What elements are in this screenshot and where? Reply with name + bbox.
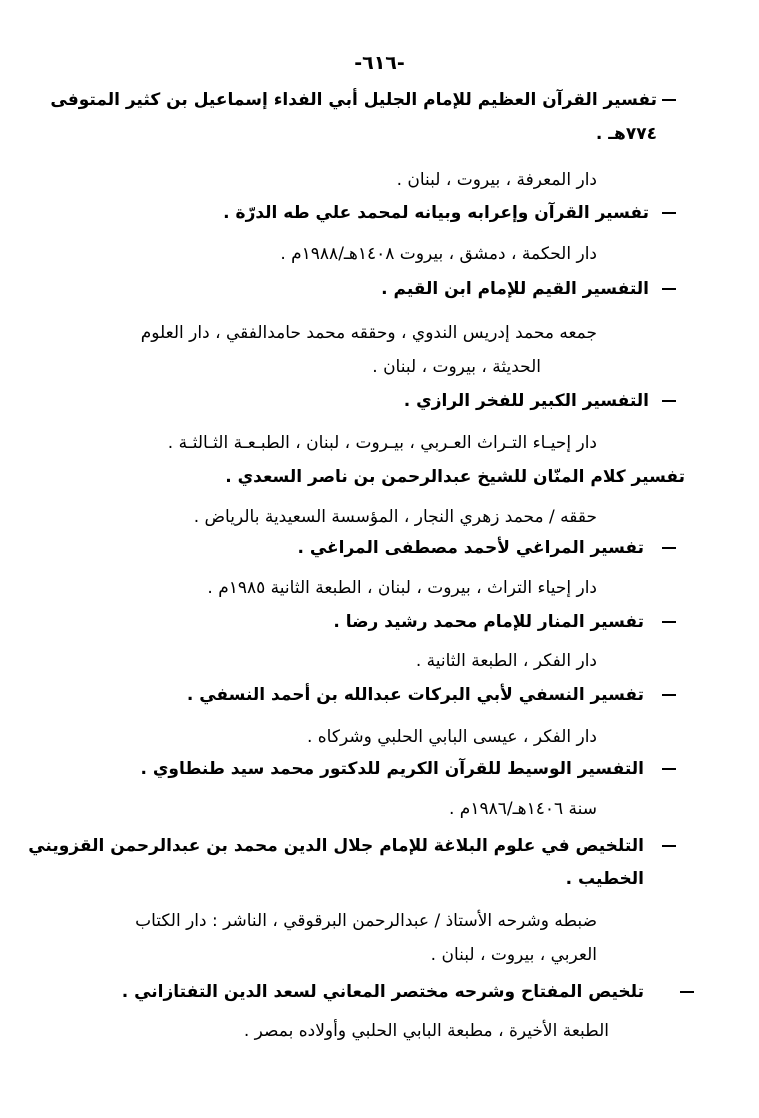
entry-publisher: دار إحيـاء التـراث العـربي ، بيـروت ، لبنان ، الطبـعـة الثـالثـة . xyxy=(167,433,597,453)
entry-title: تفسير القرآن العظيم للإمام الجليل أبي الفداء إسماعيل بن كثير المتوفى xyxy=(50,90,657,110)
entry-publisher: الطبعة الأخيرة ، مطبعة البابي الحلبي وأولاده بمصر . xyxy=(243,1021,609,1041)
entry-publisher: حققه / محمد زهري النجار ، المؤسسة السعيدية بالرياض . xyxy=(193,507,597,527)
entry-title: تفسير المنار للإمام محمد رشيد رضا . xyxy=(333,612,644,632)
entry-publisher: دار الحكمة ، دمشق ، بيروت ١٤٠٨هـ/١٩٨٨م . xyxy=(280,244,597,264)
entry-publisher: العربي ، بيروت ، لبنان . xyxy=(430,945,597,965)
entry-bullet xyxy=(662,547,676,549)
entry-title: تفسير المراغي لأحمد مصطفى المراغي . xyxy=(297,538,644,558)
entry-title: التفسير الوسيط للقرآن الكريم للدكتور محمد سيد طنطاوي . xyxy=(140,759,644,779)
page-number: -٦١٦- xyxy=(354,52,405,74)
entry-publisher: دار الفكر ، الطبعة الثانية . xyxy=(415,651,597,671)
entry-publisher: ضبطه وشرحه الأستاذ / عبدالرحمن البرقوقي ، الناشر : دار الكتاب xyxy=(135,911,597,931)
entry-publisher: جمعه محمد إدريس الندوي ، وحققه محمد حامدالفقي ، دار العلوم xyxy=(140,323,597,343)
entry-bullet xyxy=(662,99,676,101)
entry-bullet xyxy=(662,212,676,214)
entry-bullet xyxy=(662,621,676,623)
entry-title: ٧٧٤هـ . xyxy=(595,124,657,144)
entry-title: تفسير النسفي لأبي البركات عبدالله بن أحمد النسفي . xyxy=(186,685,644,705)
entry-title: التلخيص في علوم البلاغة للإمام جلال الدين محمد بن عبدالرحمن القزويني xyxy=(28,836,644,856)
entry-bullet xyxy=(662,768,676,770)
entry-title: تفسير القرآن وإعرابه وبيانه لمحمد علي طه الدرّة . xyxy=(223,203,649,223)
entry-publisher: الحديثة ، بيروت ، لبنان . xyxy=(372,357,541,377)
entry-title: التفسير الكبير للفخر الرازي . xyxy=(403,391,649,411)
entry-publisher: سنة ١٤٠٦هـ/١٩٨٦م . xyxy=(449,799,597,819)
entry-publisher: دار إحياء التراث ، بيروت ، لبنان ، الطبعة الثانية ١٩٨٥م . xyxy=(207,578,597,598)
entry-bullet xyxy=(662,400,676,402)
entry-title: تفسير كلام المنّان للشيخ عبدالرحمن بن ناصر السعدي . xyxy=(225,467,685,487)
entry-bullet xyxy=(662,694,676,696)
entry-bullet xyxy=(680,991,694,993)
entry-title: الخطيب . xyxy=(565,869,644,889)
entry-publisher: دار الفكر ، عيسى البابي الحلبي وشركاه . xyxy=(306,727,597,747)
entry-publisher: دار المعرفة ، بيروت ، لبنان . xyxy=(396,170,597,190)
entry-bullet xyxy=(662,288,676,290)
entry-title: التفسير القيم للإمام ابن القيم . xyxy=(381,279,649,299)
entry-title: تلخيص المفتاح وشرحه مختصر المعاني لسعد الدين التفتازاني . xyxy=(121,982,644,1002)
entry-bullet xyxy=(662,845,676,847)
